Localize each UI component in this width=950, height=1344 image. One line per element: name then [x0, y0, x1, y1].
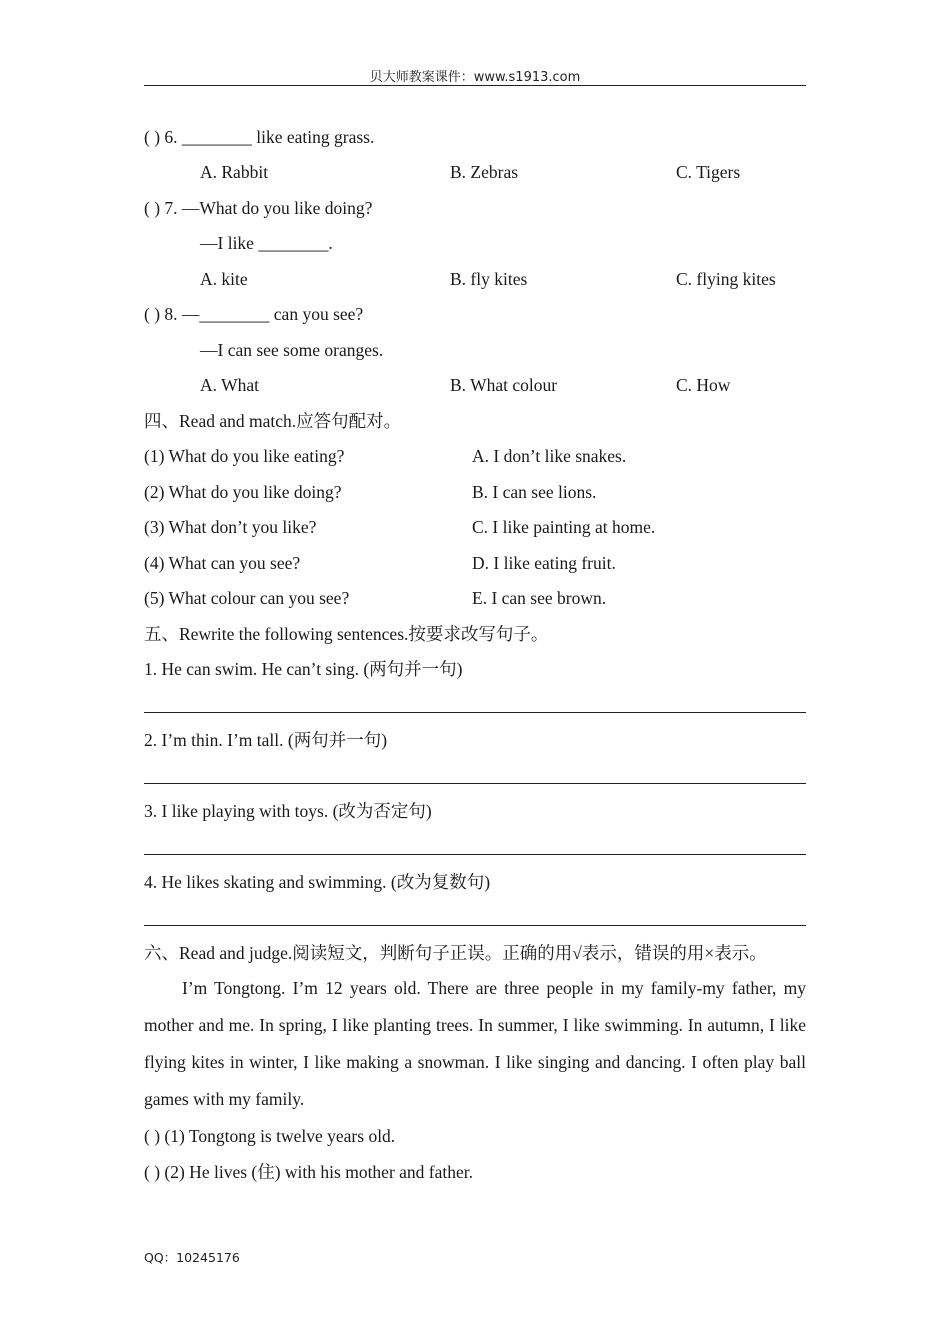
answer-line-4 — [144, 925, 806, 926]
header-rule — [144, 85, 806, 86]
page-footer: QQ：10245176 — [144, 1250, 240, 1265]
rewrite-item-1: 1. He can swim. He can’t sing. (两句并一句) — [144, 659, 463, 679]
question-8-stem: ( ) 8. —________ can you see? — [144, 304, 364, 324]
match-question-4: (4) What can you see? — [144, 553, 301, 573]
reading-passage: I’m Tongtong. I’m 12 years old. There are three people in my family-my father, my mother and me. In spring, I like planting trees. In summer, I like swimming. In autumn, I like flying kites in winter, I like making a snowman. I like singing and dancing. I often play ball games with my family. — [144, 978, 806, 1109]
question-7-option-c: C. flying kites — [676, 269, 776, 289]
question-8-option-b: B. What colour — [450, 375, 558, 395]
rewrite-item-2: 2. I’m thin. I’m tall. (两句并一句) — [144, 730, 388, 750]
section-5-title: 五、Rewrite the following sentences.按要求改写句子。 — [144, 624, 549, 644]
match-answer-d: D. I like eating fruit. — [472, 553, 616, 573]
question-8-response: —I can see some oranges. — [200, 340, 384, 360]
question-8-option-c: C. How — [676, 375, 731, 395]
match-question-3: (3) What don’t you like? — [144, 517, 317, 537]
match-answer-e: E. I can see brown. — [472, 588, 607, 608]
judge-item-2: ( ) (2) He lives (住) with his mother and father. — [144, 1162, 474, 1182]
answer-line-1 — [144, 712, 806, 713]
page-header: 贝大师教案课件：www.s1913.com — [369, 70, 581, 85]
section-4-title: 四、Read and match.应答句配对。 — [144, 411, 402, 431]
question-7-response: —I like ________. — [200, 233, 333, 253]
answer-line-2 — [144, 783, 806, 784]
section-6-title: 六、Read and judge.阅读短文，判断句子正误。正确的用√表示，错误的用×表示。 — [144, 943, 767, 963]
question-6-option-b: B. Zebras — [450, 162, 519, 182]
question-6-stem: ( ) 6. ________ like eating grass. — [144, 127, 375, 147]
answer-line-3 — [144, 854, 806, 855]
question-7-stem: ( ) 7. —What do you like doing? — [144, 198, 373, 218]
question-6-option-c: C. Tigers — [676, 162, 741, 182]
match-answer-a: A. I don’t like snakes. — [472, 446, 627, 466]
question-7-option-a: A. kite — [200, 269, 248, 289]
rewrite-item-4: 4. He likes skating and swimming. (改为复数句) — [144, 872, 491, 892]
rewrite-item-3: 3. I like playing with toys. (改为否定句) — [144, 801, 432, 821]
judge-item-1: ( ) (1) Tongtong is twelve years old. — [144, 1126, 396, 1146]
question-7-option-b: B. fly kites — [450, 269, 528, 289]
question-8-option-a: A. What — [200, 375, 259, 395]
match-question-1: (1) What do you like eating? — [144, 446, 345, 466]
question-6-option-a: A. Rabbit — [200, 162, 269, 182]
match-answer-c: C. I like painting at home. — [472, 517, 656, 537]
match-question-2: (2) What do you like doing? — [144, 482, 342, 502]
match-question-5: (5) What colour can you see? — [144, 588, 350, 608]
match-answer-b: B. I can see lions. — [472, 482, 597, 502]
